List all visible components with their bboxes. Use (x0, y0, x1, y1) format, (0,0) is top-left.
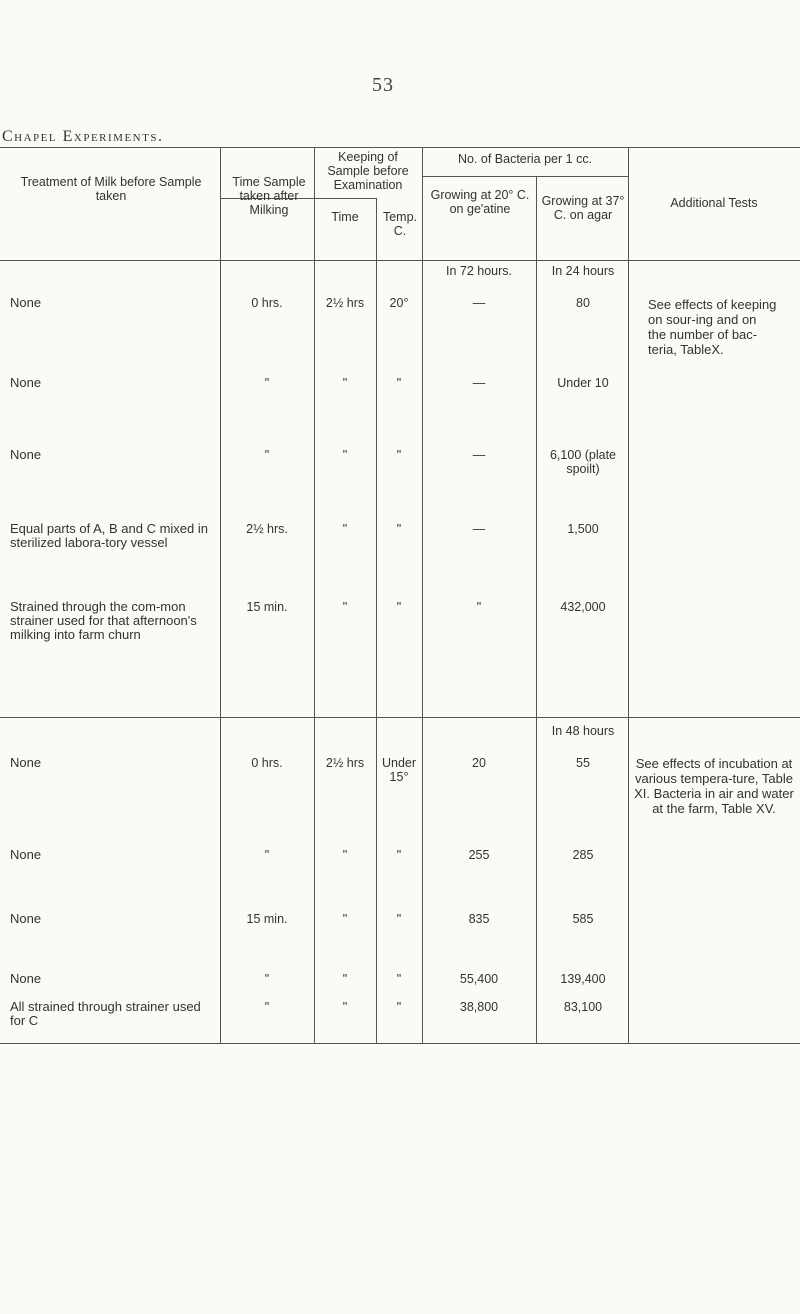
gelatine-count: 55,400 (459, 972, 499, 986)
table-top-rule (0, 147, 800, 148)
keep-time: 2½ hrs (325, 296, 365, 310)
sample-time: " (264, 848, 270, 862)
gelatine-count: " (476, 600, 482, 614)
column-rule-4 (422, 147, 423, 1043)
keep-temp: " (396, 600, 402, 614)
treatment-label: None (10, 375, 42, 390)
agar-count: 1,500 (567, 522, 599, 536)
sample-time: 0 hrs. (251, 756, 283, 770)
keep-temp: " (396, 522, 402, 536)
subheader-rule-bacteria (422, 176, 628, 177)
treatment-label: Equal parts of A, B and C mixed in sterilized labora-tory vessel (10, 521, 208, 550)
keep-temp: 20° (389, 296, 409, 310)
treatment-label: None (10, 971, 42, 986)
keep-time: " (342, 448, 348, 462)
sample-time: 15 min. (246, 912, 288, 926)
keep-temp: " (396, 848, 402, 862)
sample-time: " (264, 448, 270, 462)
incubation-agar-1: In 24 hours (551, 264, 615, 278)
keep-time: " (342, 600, 348, 614)
keep-time: 2½ hrs (325, 756, 365, 770)
treatment-label: Strained through the com-mon strainer used for that afternoon's milking into farm churn (10, 599, 197, 642)
agar-count: 55 (576, 756, 590, 770)
header-time-sample: Time Sample taken after Milking (232, 175, 306, 217)
gelatine-count: — (472, 448, 486, 462)
header-keeping-temp: Temp. C. (382, 210, 418, 238)
gelatine-count: 255 (468, 848, 490, 862)
keep-time: " (342, 848, 348, 862)
agar-count: 80 (576, 296, 590, 310)
agar-count: Under 10 (557, 376, 609, 390)
gelatine-count: — (472, 296, 486, 310)
sample-time: " (264, 972, 270, 986)
gelatine-count: — (472, 522, 486, 536)
page-number: 53 (372, 74, 394, 96)
keep-time: " (342, 376, 348, 390)
table-bottom-rule (0, 1043, 800, 1044)
header-gelatine: Growing at 20° C. on ge'atine (430, 188, 530, 216)
keep-temp: " (396, 912, 402, 926)
agar-count: 6,100 (plate spoilt) (549, 448, 617, 476)
agar-count: 285 (572, 848, 594, 862)
treatment-label: None (10, 295, 42, 310)
sample-time: " (264, 376, 270, 390)
gelatine-count: 38,800 (459, 1000, 499, 1014)
keep-time: " (342, 522, 348, 536)
section-divider-rule (0, 717, 800, 718)
column-rule-6 (628, 147, 629, 1043)
gelatine-count: — (472, 376, 486, 390)
incubation-agar-2: In 48 hours (551, 724, 615, 738)
column-rule-5 (536, 176, 537, 1043)
agar-count: 83,100 (563, 1000, 603, 1014)
column-rule-1 (220, 147, 221, 1043)
treatment-label: None (10, 755, 42, 770)
gelatine-count: 835 (468, 912, 490, 926)
agar-count: 432,000 (560, 600, 606, 614)
keep-temp: " (396, 448, 402, 462)
header-keeping: Keeping of Sample before Examination (327, 150, 409, 192)
gelatine-count: 20 (472, 756, 486, 770)
keep-time: " (342, 1000, 348, 1014)
sample-time: 0 hrs. (251, 296, 283, 310)
header-bottom-rule (0, 260, 800, 261)
treatment-label: None (10, 911, 42, 926)
keep-temp: " (396, 972, 402, 986)
keep-temp: Under 15° (381, 756, 417, 784)
treatment-label: None (10, 847, 42, 862)
header-additional: Additional Tests (670, 196, 758, 210)
section-heading: Chapel Experiments. (2, 128, 164, 145)
keep-temp: " (396, 1000, 402, 1014)
sample-time: " (264, 1000, 270, 1014)
agar-count: 139,400 (560, 972, 606, 986)
column-rule-2 (314, 147, 315, 1043)
incubation-gelatine-1: In 72 hours. (445, 264, 512, 278)
treatment-label: All strained through strainer used for C (10, 999, 201, 1028)
column-rule-3 (376, 198, 377, 1043)
sample-time: 15 min. (246, 600, 288, 614)
treatment-label: None (10, 447, 42, 462)
header-agar: Growing at 37° C. on agar (541, 194, 625, 222)
sample-time: 2½ hrs. (246, 522, 288, 536)
agar-count: 585 (572, 912, 594, 926)
header-keeping-time: Time (331, 210, 359, 224)
keep-time: " (342, 912, 348, 926)
keep-temp: " (396, 376, 402, 390)
additional-note-1: See effects of keeping on sour-ing and on the number of bac-teria, TableX. (648, 297, 777, 357)
additional-note-2: See effects of incubation at various tempera-ture, Table XI. Bacteria in air and water at the farm, Table XV. (634, 756, 794, 816)
keep-time: " (342, 972, 348, 986)
header-treatment: Treatment of Milk before Sample taken (20, 175, 202, 203)
header-bacteria: No. of Bacteria per 1 cc. (457, 152, 593, 166)
